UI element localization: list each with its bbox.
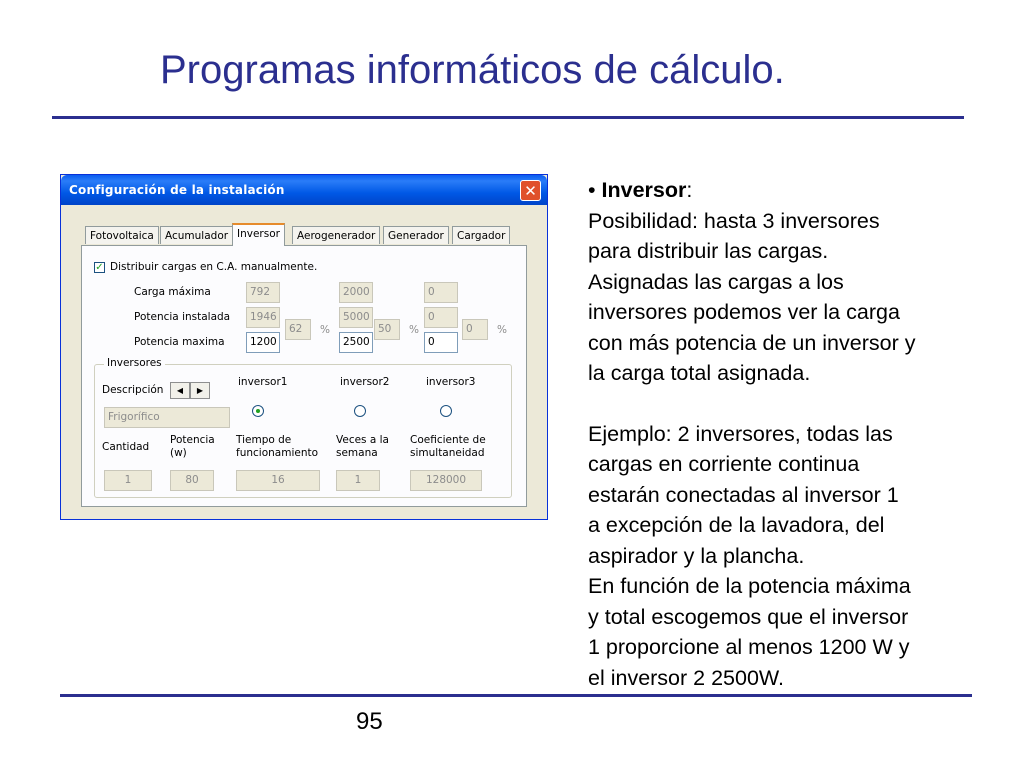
inversor3-label: inversor3 xyxy=(426,376,476,388)
text-line: inversores podemos ver la carga xyxy=(588,300,900,324)
bottom-divider xyxy=(60,694,972,697)
configuration-dialog xyxy=(60,174,548,520)
explanation-text xyxy=(588,175,988,693)
cantidad-label: Cantidad xyxy=(102,441,150,453)
tab-fotovoltaica[interactable]: Fotovoltaica xyxy=(85,226,159,244)
tab-cargador[interactable]: Cargador xyxy=(452,226,510,244)
tiempo-field: 16 xyxy=(236,470,320,491)
tab-generador[interactable]: Generador xyxy=(383,226,449,244)
distribute-loads-label: Distribuir cargas en C.A. manualmente. xyxy=(110,261,318,273)
inversor3-radio[interactable] xyxy=(440,405,452,417)
potencia-maxima-label: Potencia maxima xyxy=(134,336,225,348)
tab-aerogenerador[interactable]: Aerogenerador xyxy=(292,226,380,244)
inversor1-label: inversor1 xyxy=(238,376,288,388)
next-button[interactable] xyxy=(190,382,210,399)
text-line: el inversor 2 2500W. xyxy=(588,665,784,690)
text-line: y total escogemos que el inversor xyxy=(588,604,909,629)
text-line: para distribuir las cargas. xyxy=(588,239,829,263)
potencia-instalada-inversor1-percent: 62 xyxy=(285,319,311,340)
dialog-titlebar[interactable] xyxy=(61,175,547,205)
bullet: • xyxy=(588,178,596,202)
carga-maxima-label: Carga máxima xyxy=(134,286,211,298)
potencia-maxima-inversor3-input[interactable]: 0 xyxy=(424,332,458,353)
cantidad-field: 1 xyxy=(104,470,152,491)
coeficiente-label: Coeficiente de xyxy=(410,434,486,446)
text-line: Posibilidad: hasta 3 inversores xyxy=(588,208,880,233)
carga-maxima-inversor1-field: 792 xyxy=(246,282,280,303)
potencia-label: Potencia xyxy=(170,434,215,446)
potencia-maxima-inversor1-input[interactable]: 1200 xyxy=(246,332,280,353)
inversor2-radio[interactable] xyxy=(354,405,366,417)
potencia-instalada-inversor3-percent: 0 xyxy=(462,319,488,340)
close-icon: ✕ xyxy=(524,182,537,200)
text-line: a excepción de la lavadora, del xyxy=(588,513,885,537)
inversor-heading xyxy=(588,175,988,206)
text-line: En función de la potencia máxima xyxy=(588,574,911,598)
percent-unit-2: % xyxy=(409,324,419,336)
potencia-instalada-inversor2-field: 5000 xyxy=(339,307,373,328)
potencia-unit-label: (w) xyxy=(170,447,187,459)
carga-maxima-inversor3-field: 0 xyxy=(424,282,458,303)
top-divider xyxy=(52,116,964,119)
coeficiente-label-2: simultaneidad xyxy=(410,447,485,459)
text-line: 1 proporcione al menos 1200 W y xyxy=(588,635,910,659)
potencia-instalada-label: Potencia instalada xyxy=(134,311,231,323)
inversores-group-label: Inversores xyxy=(104,357,165,369)
distribute-loads-checkbox[interactable]: ✓ xyxy=(95,262,104,273)
inversor1-radio[interactable] xyxy=(252,405,264,417)
coeficiente-field: 128000 xyxy=(410,470,482,491)
carga-maxima-inversor2-field: 2000 xyxy=(339,282,373,303)
text-line: con más potencia de un inversor y xyxy=(588,330,916,355)
tab-inversor[interactable]: Inversor xyxy=(232,223,285,246)
percent-unit-1: % xyxy=(320,324,330,336)
page-number: 95 xyxy=(356,708,383,735)
inversor-heading-bold: Inversor xyxy=(601,178,687,202)
dialog-title: Configuración de la instalación xyxy=(69,183,285,197)
potencia-field: 80 xyxy=(170,470,214,491)
percent-unit-3: % xyxy=(497,324,507,336)
slide-title: Programas informáticos de cálculo. xyxy=(160,48,785,92)
tiempo-label-2: funcionamiento xyxy=(236,447,319,459)
potencia-instalada-inversor3-field: 0 xyxy=(424,307,458,328)
text-line: la carga total asignada. xyxy=(588,361,811,385)
veces-field: 1 xyxy=(336,470,380,491)
inversor-tab-panel xyxy=(81,245,527,507)
descripcion-label: Descripción xyxy=(102,384,164,396)
descripcion-field: Frigorífico xyxy=(104,407,230,428)
potencia-maxima-inversor2-input[interactable]: 2500 xyxy=(339,332,373,353)
radio-selected-dot xyxy=(256,409,260,413)
text-line: Ejemplo: 2 inversores, todas las xyxy=(588,421,893,446)
text-line: Asignadas las cargas a los xyxy=(588,269,844,294)
inversor2-label: inversor2 xyxy=(340,376,390,388)
close-button[interactable] xyxy=(520,180,541,201)
text-line: estarán conectadas al inversor 1 xyxy=(588,482,899,507)
chevron-right-icon: ▶ xyxy=(196,386,204,395)
veces-label-2: semana xyxy=(336,447,378,459)
potencia-instalada-inversor2-percent: 50 xyxy=(374,319,400,340)
previous-button[interactable] xyxy=(170,382,190,399)
text-line: cargas en corriente continua xyxy=(588,452,860,476)
heading-colon: : xyxy=(686,178,693,202)
text-line: aspirador y la plancha. xyxy=(588,543,805,568)
paragraph-gap xyxy=(588,389,988,419)
tiempo-label: Tiempo de xyxy=(236,434,292,446)
veces-label: Veces a la xyxy=(336,434,389,446)
tab-acumulador[interactable]: Acumulador xyxy=(160,226,233,244)
chevron-left-icon: ◀ xyxy=(176,386,184,395)
potencia-instalada-inversor1-field: 1946 xyxy=(246,307,280,328)
